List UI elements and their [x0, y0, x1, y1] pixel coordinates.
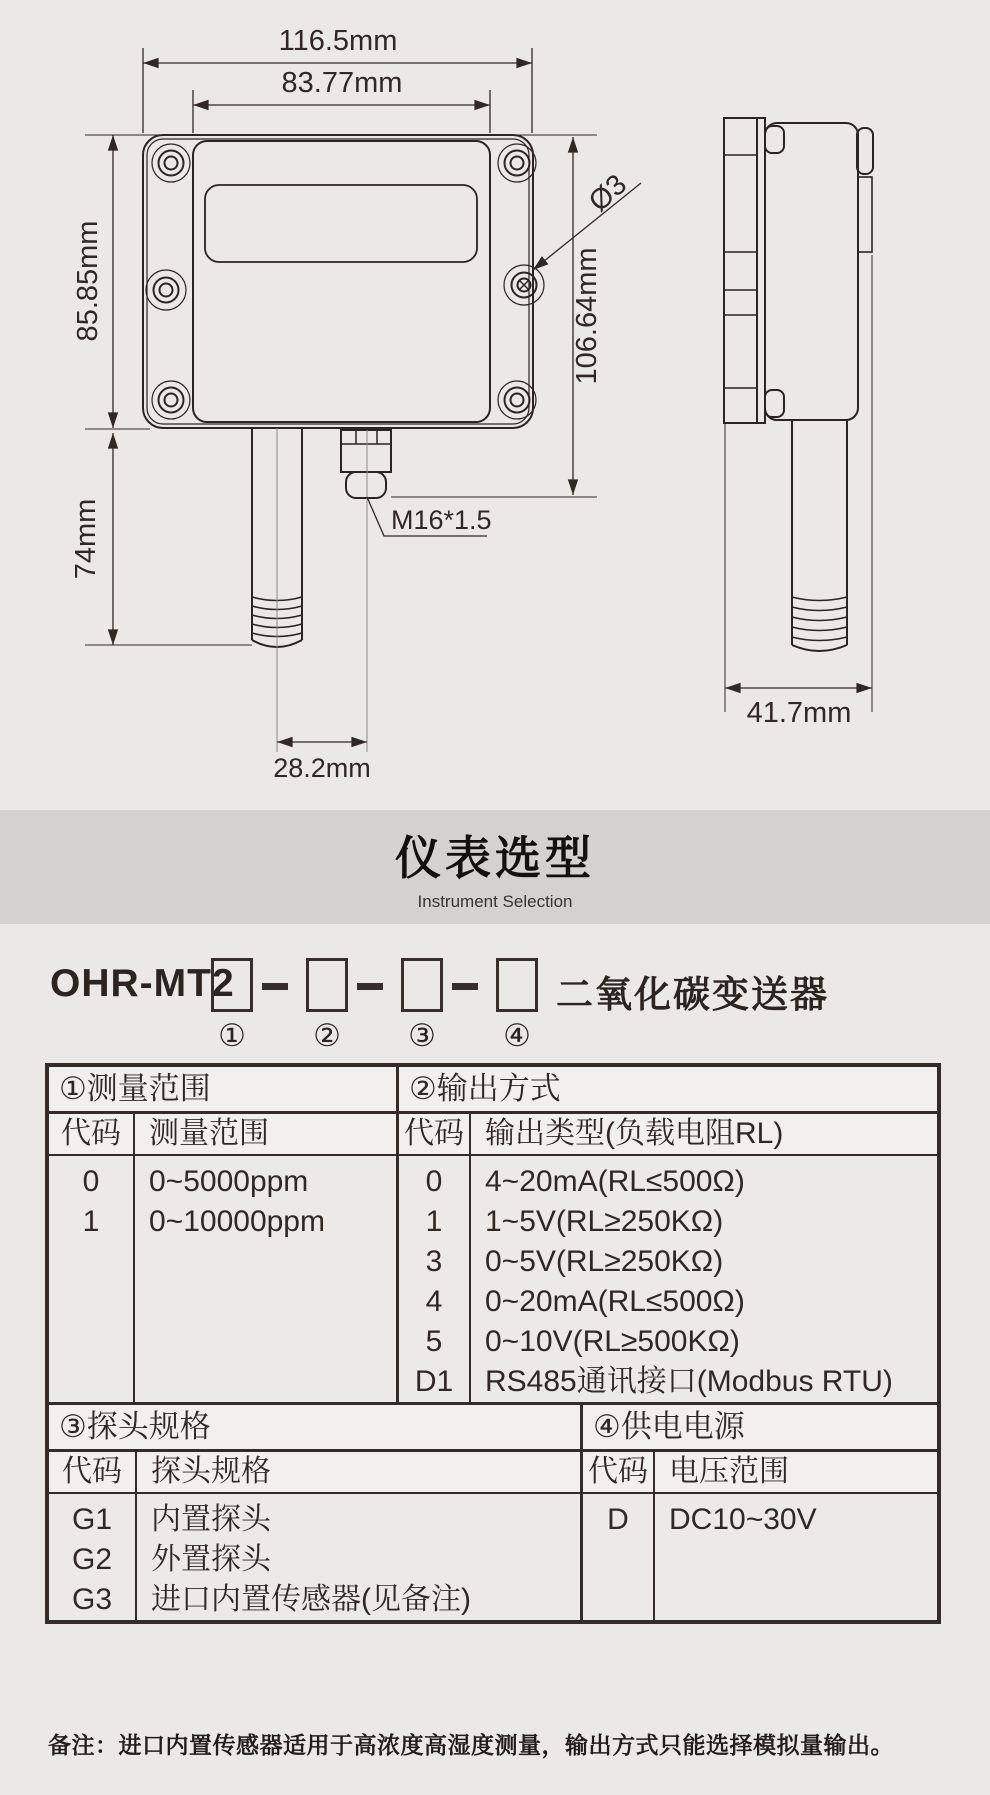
col-header-range: 测量范围 [135, 1114, 396, 1156]
col-header-code: 代码 [583, 1452, 653, 1494]
dash-separator [262, 983, 288, 990]
centerlines [277, 428, 367, 752]
code-value: 1 [425, 1205, 443, 1238]
output-value: 0~10V(RL≥500KΩ) [485, 1325, 740, 1358]
col-header-code: 代码 [49, 1452, 135, 1494]
probe-value: 进口内置传感器(见备注) [151, 1583, 471, 1616]
footnote: 备注：进口内置传感器适用于高浓度高湿度测量，输出方式只能选择模拟量输出。 [48, 1732, 894, 1758]
code-value: G3 [71, 1583, 113, 1616]
code-value: 4 [425, 1285, 443, 1318]
col-header-code: 代码 [399, 1114, 469, 1156]
code-value: D1 [414, 1365, 454, 1398]
slot-number-1: ① [218, 1018, 246, 1053]
code-value: 0 [82, 1165, 100, 1198]
output-value: RS485通讯接口(Modbus RTU) [485, 1365, 893, 1398]
front-view-screws [154, 151, 537, 413]
side-view-outline [724, 118, 873, 423]
code-value: G2 [71, 1543, 113, 1576]
table-section-bottom [49, 1402, 937, 1620]
section-banner [0, 810, 990, 924]
col-header-code: 代码 [49, 1114, 133, 1156]
dim-front-total-height: 106.64mm [571, 247, 603, 385]
group-power-supply [583, 1405, 937, 1620]
dimension-lines [85, 48, 872, 742]
dim-side-depth: 41.7mm [746, 697, 852, 729]
slot-number-2: ② [313, 1018, 341, 1053]
col-header-probe-spec: 探头规格 [137, 1452, 580, 1494]
code-value: 3 [425, 1245, 443, 1278]
dim-hole-diameter: Ø3 [582, 168, 634, 219]
output-value: 0~5V(RL≥250KΩ) [485, 1245, 724, 1278]
model-slot-box-4 [496, 958, 538, 1012]
dim-front-probe-length: 74mm [70, 498, 102, 580]
selection-table [45, 1063, 941, 1624]
front-view-outline [143, 135, 544, 428]
range-value: 0~10000ppm [149, 1205, 325, 1238]
group-header: ④供电电源 [583, 1405, 937, 1452]
dash-separator [452, 983, 478, 990]
output-value: 4~20mA(RL≤500Ω) [485, 1165, 745, 1198]
banner-title: 仪表选型 [395, 832, 595, 884]
probe-value: 外置探头 [151, 1543, 271, 1576]
banner-subtitle: Instrument Selection [417, 892, 573, 911]
dim-front-body-height: 85.85mm [72, 220, 104, 342]
output-value: 0~20mA(RL≤500Ω) [485, 1285, 745, 1318]
side-view-probe [792, 420, 847, 651]
model-slot-box-2 [306, 958, 348, 1012]
table-section-top [49, 1067, 937, 1402]
code-value: D [607, 1503, 629, 1536]
slot-number-3: ③ [408, 1018, 436, 1053]
code-value: 0 [425, 1165, 443, 1198]
code-value: 5 [425, 1325, 443, 1358]
code-value: 1 [82, 1205, 100, 1238]
col-header-output-type: 输出类型(负载电阻RL) [471, 1114, 937, 1156]
group-probe-spec [49, 1405, 583, 1620]
model-slot-box-1 [211, 958, 253, 1012]
col-header-voltage-range: 电压范围 [655, 1452, 937, 1494]
dim-front-inner-width: 83.77mm [281, 67, 403, 99]
phi3-hole [519, 280, 529, 290]
output-value: 1~5V(RL≥250KΩ) [485, 1205, 724, 1238]
group-measure-range [49, 1067, 399, 1402]
dim-center-offset: 28.2mm [273, 753, 371, 783]
dim-gland-thread: M16*1.5 [391, 505, 492, 535]
range-value: 0~5000ppm [149, 1165, 309, 1198]
group-output-mode [399, 1067, 937, 1402]
model-slot-box-3 [401, 958, 443, 1012]
dash-separator [357, 983, 383, 990]
group-header: ③探头规格 [49, 1405, 580, 1452]
slot-number-4: ④ [503, 1018, 531, 1053]
model-product-name: 二氧化碳变送器 [556, 974, 829, 1015]
dimension-drawing [0, 0, 990, 800]
group-header: ②输出方式 [399, 1067, 937, 1114]
dim-front-outer-width: 116.5mm [278, 25, 398, 57]
model-prefix: OHR-MT2 [50, 962, 235, 1005]
voltage-value: DC10~30V [669, 1503, 817, 1536]
code-value: G1 [71, 1503, 113, 1536]
front-view-cable-gland [341, 430, 391, 498]
probe-value: 内置探头 [151, 1503, 271, 1536]
group-header: ①测量范围 [49, 1067, 396, 1114]
